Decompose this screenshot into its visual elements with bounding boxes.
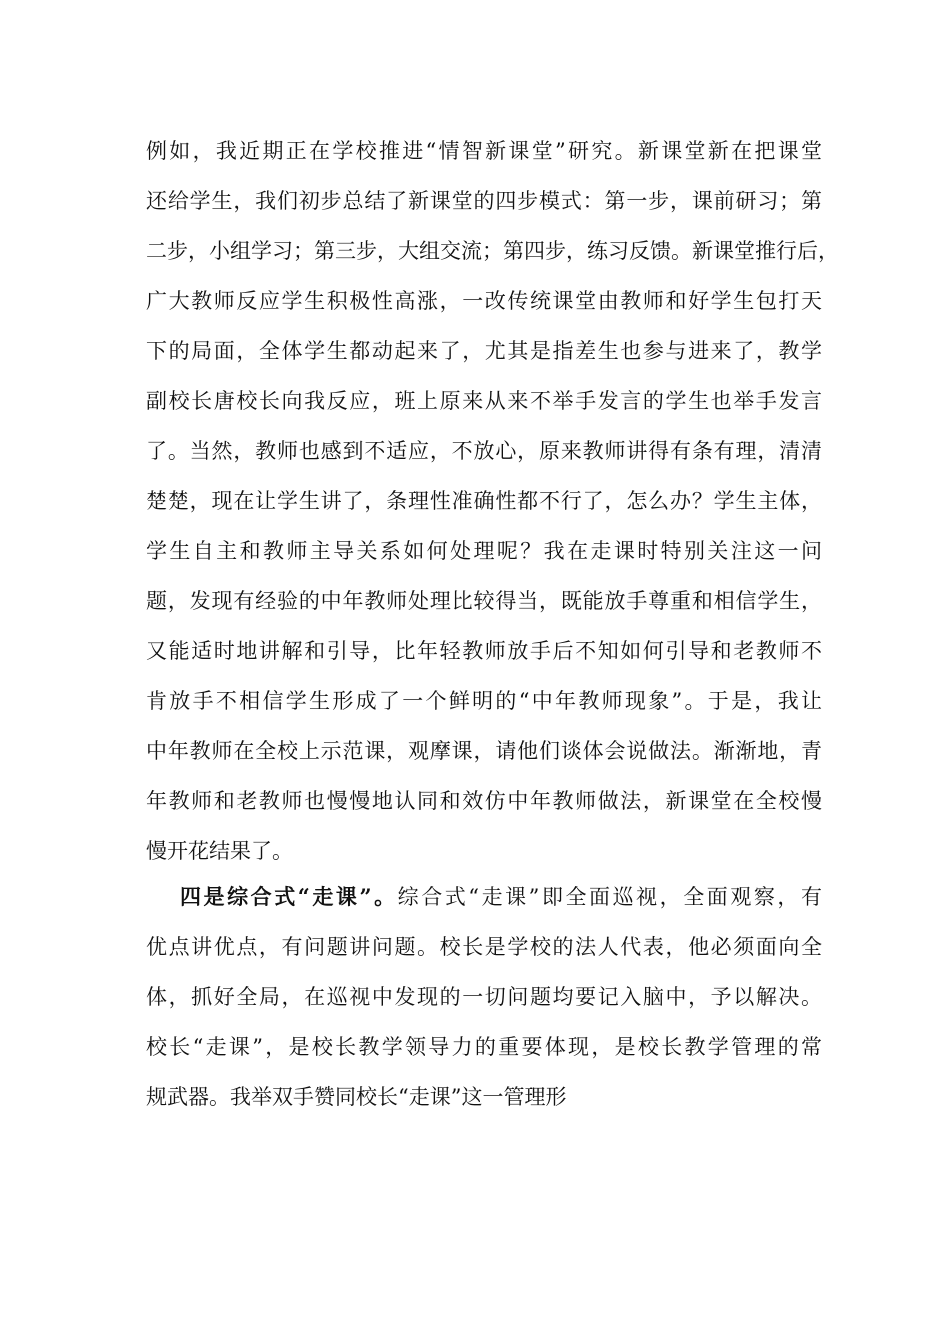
text-line: 了。当然，教师也感到不适应，不放心，原来教师讲得有条有理，清清	[146, 439, 822, 463]
text-line: 中年教师在全校上示范课，观摩课，请他们谈体会说做法。渐渐地，青	[146, 739, 822, 763]
text-line-first	[180, 882, 822, 912]
text-line: 又能适时地讲解和引导，比年轻教师放手后不知如何引导和老教师不	[146, 639, 822, 663]
text-run: 综合式“走课”即全面巡视，全面观察，有	[397, 885, 822, 909]
text-line: 楚楚，现在让学生讲了，条理性准确性都不行了，怎么办？学生主体，	[146, 489, 822, 513]
text-line: 优点讲优点，有问题讲问题。校长是学校的法人代表，他必须面向全	[146, 935, 822, 959]
text-line: 下的局面，全体学生都动起来了，尤其是指差生也参与进来了，教学	[146, 339, 822, 363]
section-heading: 四是综合式“走课”。	[180, 884, 398, 909]
text-line: 还给学生，我们初步总结了新课堂的四步模式：第一步，课前研习；第	[146, 189, 822, 213]
text-line: 副校长唐校长向我反应，班上原来从来不举手发言的学生也举手发言	[146, 389, 822, 413]
text-line: 二步，小组学习；第三步，大组交流；第四步，练习反馈。新课堂推行后，	[146, 239, 839, 263]
text-line: 年教师和老教师也慢慢地认同和效仿中年教师做法，新课堂在全校慢	[146, 789, 822, 813]
text-line: 广大教师反应学生积极性高涨，一改传统课堂由教师和好学生包打天	[146, 289, 822, 313]
text-line: 体，抓好全局，在巡视中发现的一切问题均要记入脑中，予以解决。	[146, 985, 822, 1009]
text-line: 校长“走课”，是校长教学领导力的重要体现，是校长教学管理的常	[146, 1035, 822, 1059]
text-line: 学生自主和教师主导关系如何处理呢？我在走课时特别关注这一问	[146, 539, 822, 563]
text-line: 肯放手不相信学生形成了一个鲜明的“中年教师现象”。于是，我让	[146, 689, 822, 713]
text-line: 慢开花结果了。	[146, 839, 293, 863]
text-line: 规武器。我举双手赞同校长“走课”这一管理形	[146, 1085, 567, 1109]
text-line: 例如，我近期正在学校推进“情智新课堂”研究。新课堂新在把课堂	[146, 139, 822, 163]
text-line: 题，发现有经验的中年教师处理比较得当，既能放手尊重和相信学生，	[146, 589, 822, 613]
